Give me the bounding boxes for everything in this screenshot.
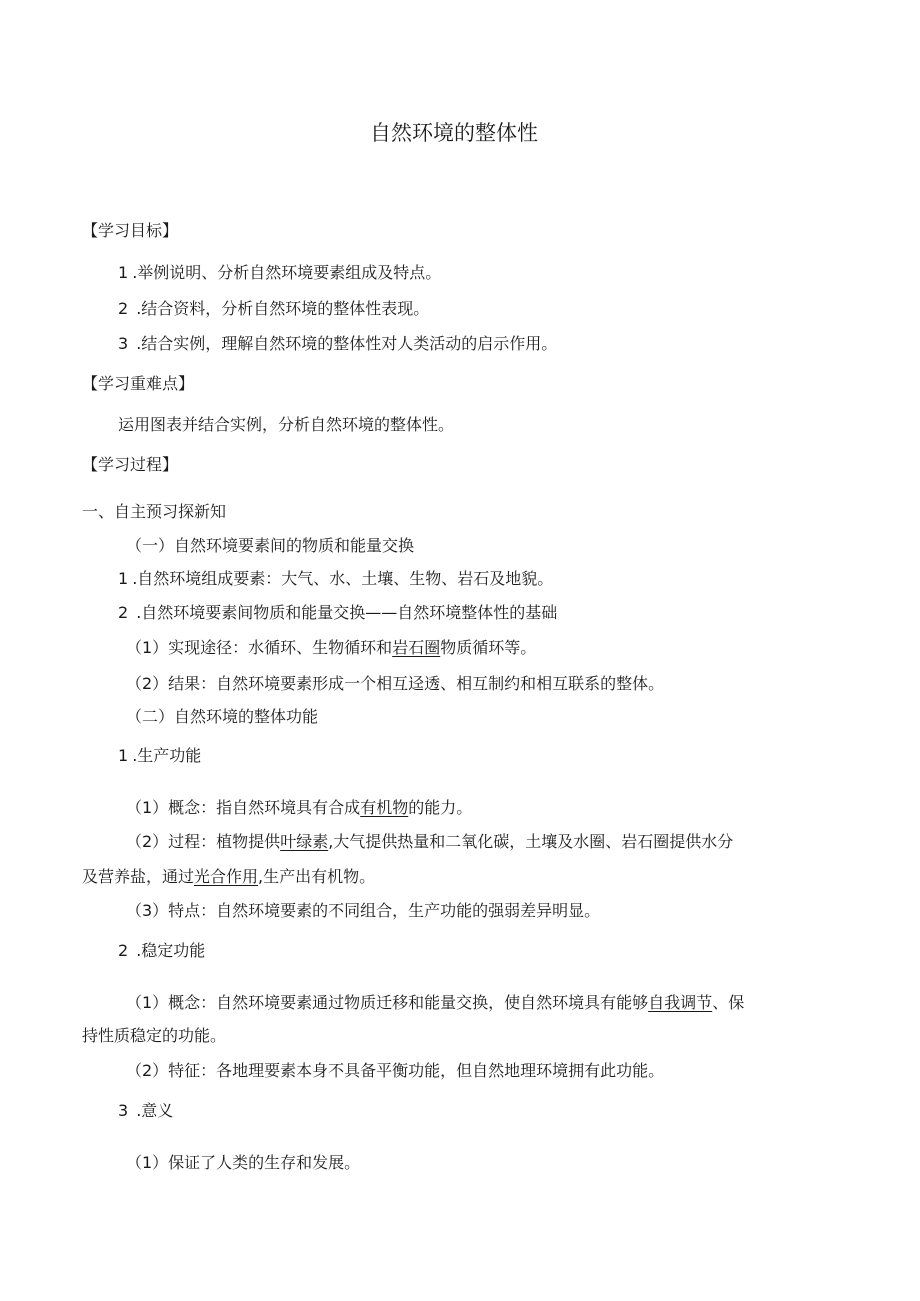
stability-concept-line-2: 持性质稳定的功能。 xyxy=(82,1026,227,1045)
item-number: 1 xyxy=(118,263,129,282)
objective-item-2 xyxy=(118,298,429,320)
production-function-heading xyxy=(118,745,201,767)
production-process-line-2 xyxy=(82,866,375,888)
process-suffix: ,大气提供热量和二氧化碳，土壤及水圈、岩石圈提供水分 xyxy=(328,832,734,851)
production-process-line-1 xyxy=(126,831,733,853)
page-title: 自然环境的整体性 xyxy=(370,121,538,145)
process-prefix: （2）过程：植物提供 xyxy=(126,832,281,851)
result-line: （2）结果：自然环境要素形成一个相互迳透、相互制约和相互联系的整体。 xyxy=(126,674,665,693)
item-number: 1 xyxy=(118,746,129,765)
item-text: .结合实例，理解自然环境的整体性对人类活动的启示作用。 xyxy=(136,334,558,353)
process-heading: 【学习过程】 xyxy=(82,455,179,474)
item-text: .稳定功能 xyxy=(136,941,206,960)
answer-blank-organic: 有机物 xyxy=(360,798,409,817)
item-text: .自然环境组成要素：大气、水、土壤、生物、岩石及地貌。 xyxy=(132,569,554,588)
keypoints-heading: 【学习重难点】 xyxy=(82,374,195,393)
concept-suffix: 、保 xyxy=(712,993,745,1012)
item-text: .自然环境要素间物质和能量交换——自然环境整体性的基础 xyxy=(136,603,558,622)
item-text: .生产功能 xyxy=(132,746,202,765)
subsection-1-heading: （一）自然环境要素间的物质和能量交换 xyxy=(126,536,415,555)
answer-blank-chlorophyll: 叶绿素 xyxy=(280,832,329,851)
item-number: 2 xyxy=(118,603,129,622)
item-number: 2 xyxy=(118,299,129,318)
stability-function-heading xyxy=(118,940,205,962)
part1-heading: 一、自主预习探新知 xyxy=(82,502,227,521)
item-number: 3 xyxy=(118,334,129,353)
keypoints-text: 运用图表并结合实例，分析自然环境的整体性。 xyxy=(118,415,455,434)
pathway-line xyxy=(126,637,536,659)
objective-item-1 xyxy=(118,262,441,284)
item-text: .结合资料，分析自然环境的整体性表现。 xyxy=(136,299,430,318)
process-prefix: 及营养盐，通过 xyxy=(82,867,195,886)
item-text: .意义 xyxy=(136,1101,174,1120)
production-concept xyxy=(126,797,472,819)
concept-prefix: （1）概念：自然环境要素通过物质迁移和能量交换，使自然环境具有能够 xyxy=(126,993,649,1012)
concept-suffix: 的能力。 xyxy=(408,798,473,817)
item-number: 2 xyxy=(118,941,129,960)
process-suffix: ,生产出有机物。 xyxy=(258,867,376,886)
answer-blank-photosynthesis: 光合作用 xyxy=(194,867,259,886)
stability-feature: （2）特征：各地理要素本身不具备平衡功能，但自然地理环境拥有此功能。 xyxy=(126,1061,665,1080)
pathway-suffix: 物质循环等。 xyxy=(440,638,537,657)
concept-prefix: （1）概念：指自然环境具有合成 xyxy=(126,798,361,817)
subsection-2-heading: （二）自然环境的整体功能 xyxy=(126,707,319,726)
pathway-prefix: （1）实现途径：水循环、生物循环和 xyxy=(126,638,393,657)
production-feature: （3）特点：自然环境要素的不同组合，生产功能的强弱差异明显。 xyxy=(126,901,601,920)
objective-item-3 xyxy=(118,333,557,355)
objectives-heading: 【学习目标】 xyxy=(82,221,179,240)
item-number: 3 xyxy=(118,1101,129,1120)
element-list-item-2 xyxy=(118,602,557,624)
item-number: 1 xyxy=(118,569,129,588)
meaning-heading xyxy=(118,1100,173,1122)
answer-blank-self-regulation: 自我调节 xyxy=(648,993,713,1012)
item-text: .举例说明、分析自然环境要素组成及特点。 xyxy=(132,263,442,282)
answer-blank-lithosphere: 岩石圈 xyxy=(392,638,441,657)
meaning-point-1: （1）保证了人类的生存和发展。 xyxy=(126,1153,361,1172)
element-list-item-1 xyxy=(118,568,553,590)
stability-concept-line-1 xyxy=(126,992,744,1014)
